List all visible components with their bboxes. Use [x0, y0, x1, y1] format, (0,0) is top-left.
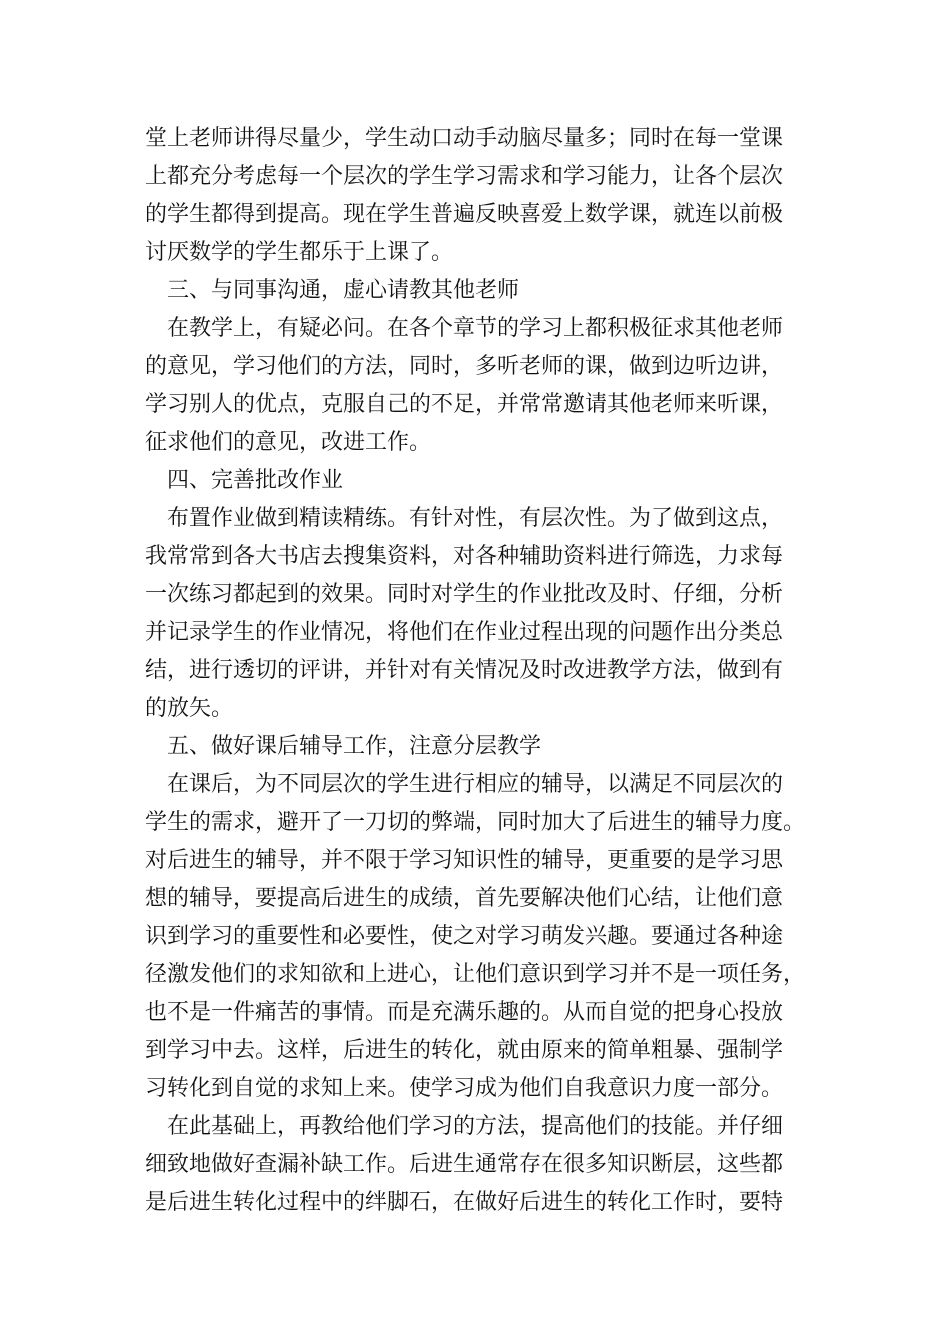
paragraph-line: 细致地做好查漏补缺工作。后进生通常存在很多知识断层，这些都 — [145, 1152, 784, 1177]
paragraph-line: 想的辅导，要提高后进生的成绩，首先要解决他们心结，让他们意 — [145, 886, 784, 911]
section-heading: 四、完善批改作业 — [167, 468, 344, 493]
paragraph-line: 在课后，为不同层次的学生进行相应的辅导，以满足不同层次的 — [167, 772, 784, 797]
paragraph-line: 习转化到自觉的求知上来。使学习成为他们自我意识力度一部分。 — [145, 1076, 784, 1101]
paragraph-line: 学生的需求，避开了一刀切的弊端，同时加大了后进生的辅导力度。 — [145, 810, 806, 835]
paragraph-line: 识到学习的重要性和必要性，使之对学习萌发兴趣。要通过各种途 — [145, 924, 784, 949]
section-heading: 五、做好课后辅导工作，注意分层教学 — [167, 734, 542, 759]
paragraph-line: 是后进生转化过程中的绊脚石，在做好后进生的转化工作时，要特 — [145, 1190, 784, 1215]
paragraph-line: 一次练习都起到的效果。同时对学生的作业批改及时、仔细，分析 — [145, 582, 784, 607]
paragraph-line: 上都充分考虑每一个层次的学生学习需求和学习能力，让各个层次 — [145, 164, 784, 189]
paragraph-line: 布置作业做到精读精练。有针对性，有层次性。为了做到这点， — [167, 506, 784, 531]
paragraph-line: 在此基础上，再教给他们学习的方法，提高他们的技能。并仔细 — [167, 1114, 784, 1139]
paragraph-line: 征求他们的意见，改进工作。 — [145, 430, 432, 455]
paragraph-line: 也不是一件痛苦的事情。而是充满乐趣的。从而自觉的把身心投放 — [145, 1000, 784, 1025]
paragraph-line: 在教学上，有疑必问。在各个章节的学习上都积极征求其他老师 — [167, 316, 784, 341]
paragraph-line: 结，进行透切的评讲，并针对有关情况及时改进教学方法，做到有 — [145, 658, 784, 683]
paragraph-line: 径激发他们的求知欲和上进心，让他们意识到学习并不是一项任务， — [145, 962, 806, 987]
paragraph-line: 讨厌数学的学生都乐于上课了。 — [145, 240, 454, 265]
paragraph-line: 到学习中去。这样，后进生的转化，就由原来的简单粗暴、强制学 — [145, 1038, 784, 1063]
section-heading: 三、与同事沟通，虚心请教其他老师 — [167, 278, 520, 303]
paragraph-line: 学习别人的优点，克服自己的不足，并常常邀请其他老师来听课， — [145, 392, 784, 417]
paragraph-line: 我常常到各大书店去搜集资料，对各种辅助资料进行筛选，力求每 — [145, 544, 784, 569]
paragraph-line: 并记录学生的作业情况，将他们在作业过程出现的问题作出分类总 — [145, 620, 784, 645]
paragraph-line: 的放矢。 — [145, 696, 234, 721]
document-body — [145, 120, 825, 1222]
paragraph-line: 堂上老师讲得尽量少，学生动口动手动脑尽量多；同时在每一堂课 — [145, 126, 784, 151]
paragraph-line: 对后进生的辅导，并不限于学习知识性的辅导，更重要的是学习思 — [145, 848, 784, 873]
paragraph-line: 的意见，学习他们的方法，同时，多听老师的课，做到边听边讲， — [145, 354, 784, 379]
paragraph-line: 的学生都得到提高。现在学生普遍反映喜爱上数学课，就连以前极 — [145, 202, 784, 227]
